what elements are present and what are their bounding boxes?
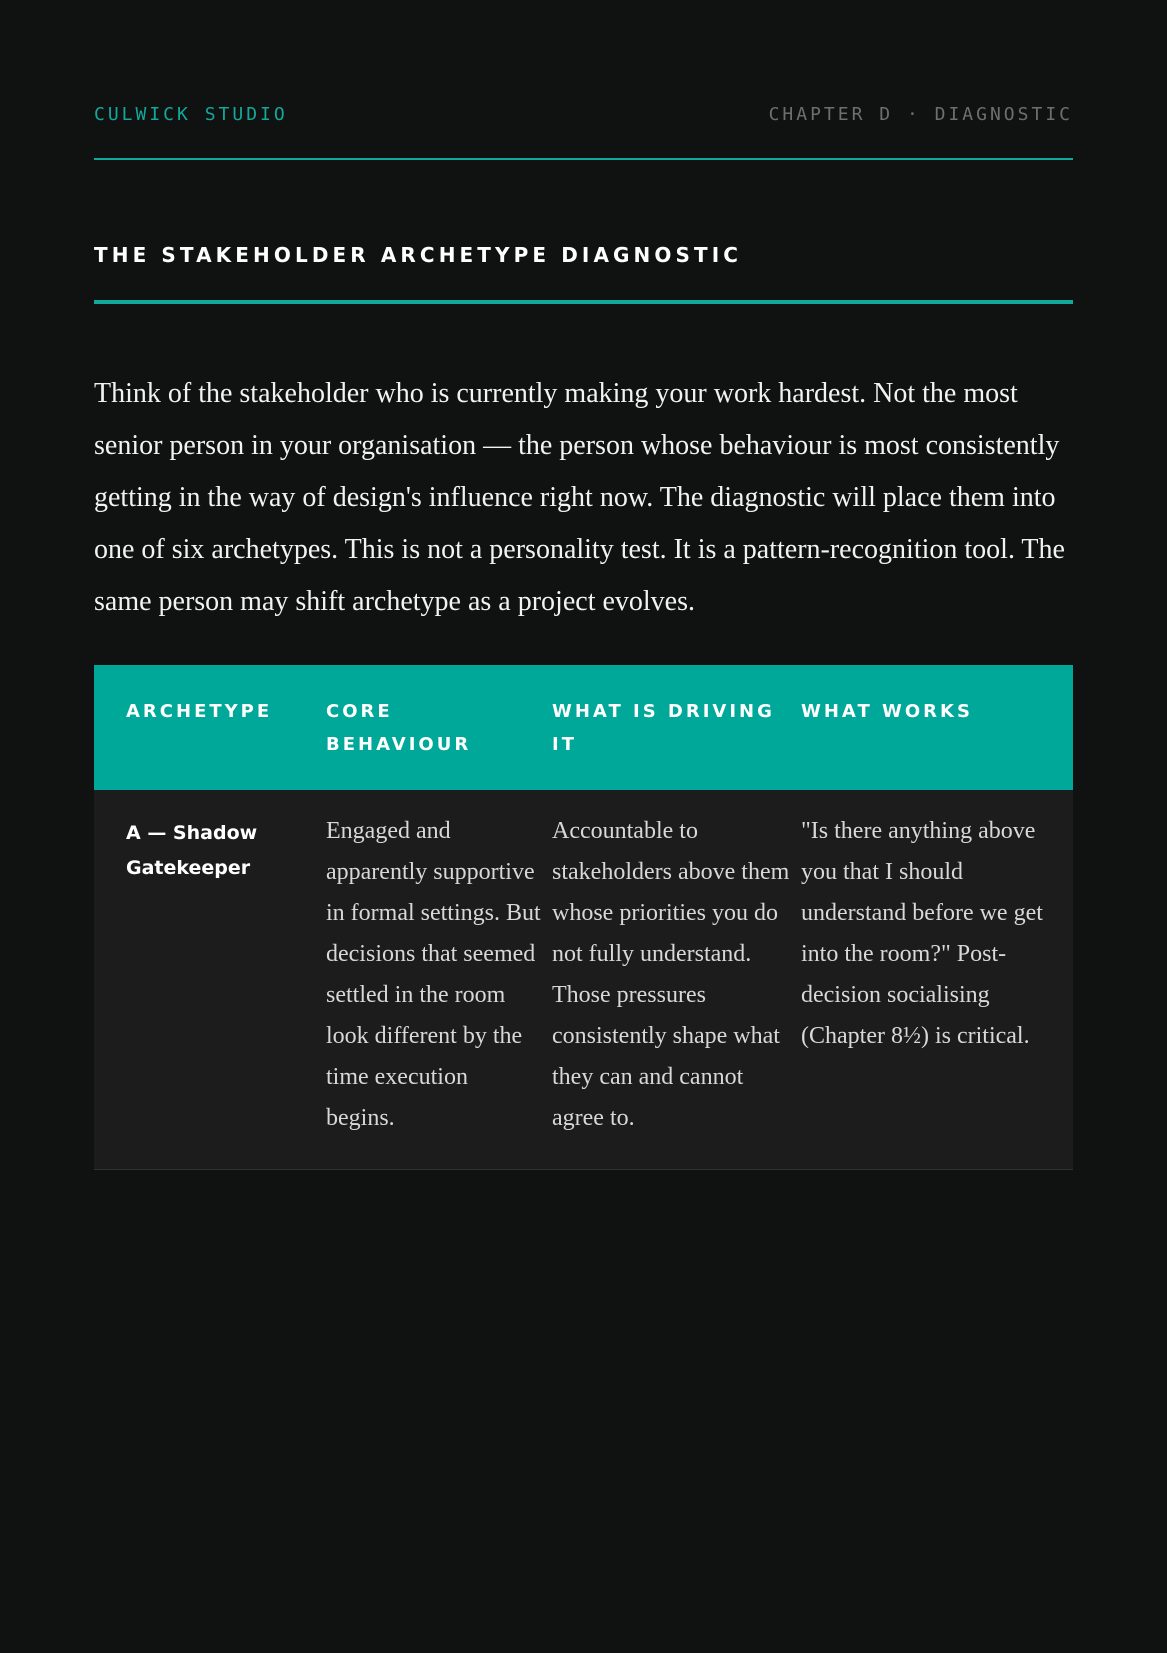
core-behaviour-cell: Engaged and apparently supportive in formal settings. But decisions that seemed settled in the room look different by the time execution begins. (326, 790, 552, 1170)
column-header-archetype: ARCHETYPE (94, 665, 326, 790)
chapter-label: CHAPTER D · DIAGNOSTIC (768, 104, 1073, 125)
driver-cell: Accountable to stakeholders above them whose priorities you do not fully understand. Those pressures consistently shape what they can and cannot agree to. (552, 790, 801, 1170)
page-title: THE STAKEHOLDER ARCHETYPE DIAGNOSTIC (94, 243, 743, 267)
header-divider (94, 158, 1073, 160)
table-header-row (94, 665, 1073, 790)
studio-name: CULWICK STUDIO (94, 104, 288, 125)
table-row (94, 790, 1073, 1170)
intro-paragraph: Think of the stakeholder who is currently making your work hardest. Not the most senior person in your organisation — the person whose behaviour is most consistently getting in the way of design's influence right now. The diagnostic will place them into one of six archetypes. This is not a personality test. It is a pattern-recognition tool. The same person may shift archetype as a project evolves. (94, 378, 1065, 617)
archetype-name: A — Shadow Gatekeeper (94, 790, 326, 1170)
column-header-core-behaviour: CORE BEHAVIOUR (326, 665, 552, 790)
what-works-cell: "Is there anything above you that I should understand before we get into the room?" Post-decision socialising (Chapter 8½) is critical. (801, 790, 1073, 1170)
title-divider (94, 300, 1073, 304)
running-header (94, 100, 1073, 130)
archetype-table (94, 665, 1073, 1170)
column-header-what-works: WHAT WORKS (801, 665, 1073, 790)
column-header-driver: WHAT IS DRIVING IT (552, 665, 801, 790)
